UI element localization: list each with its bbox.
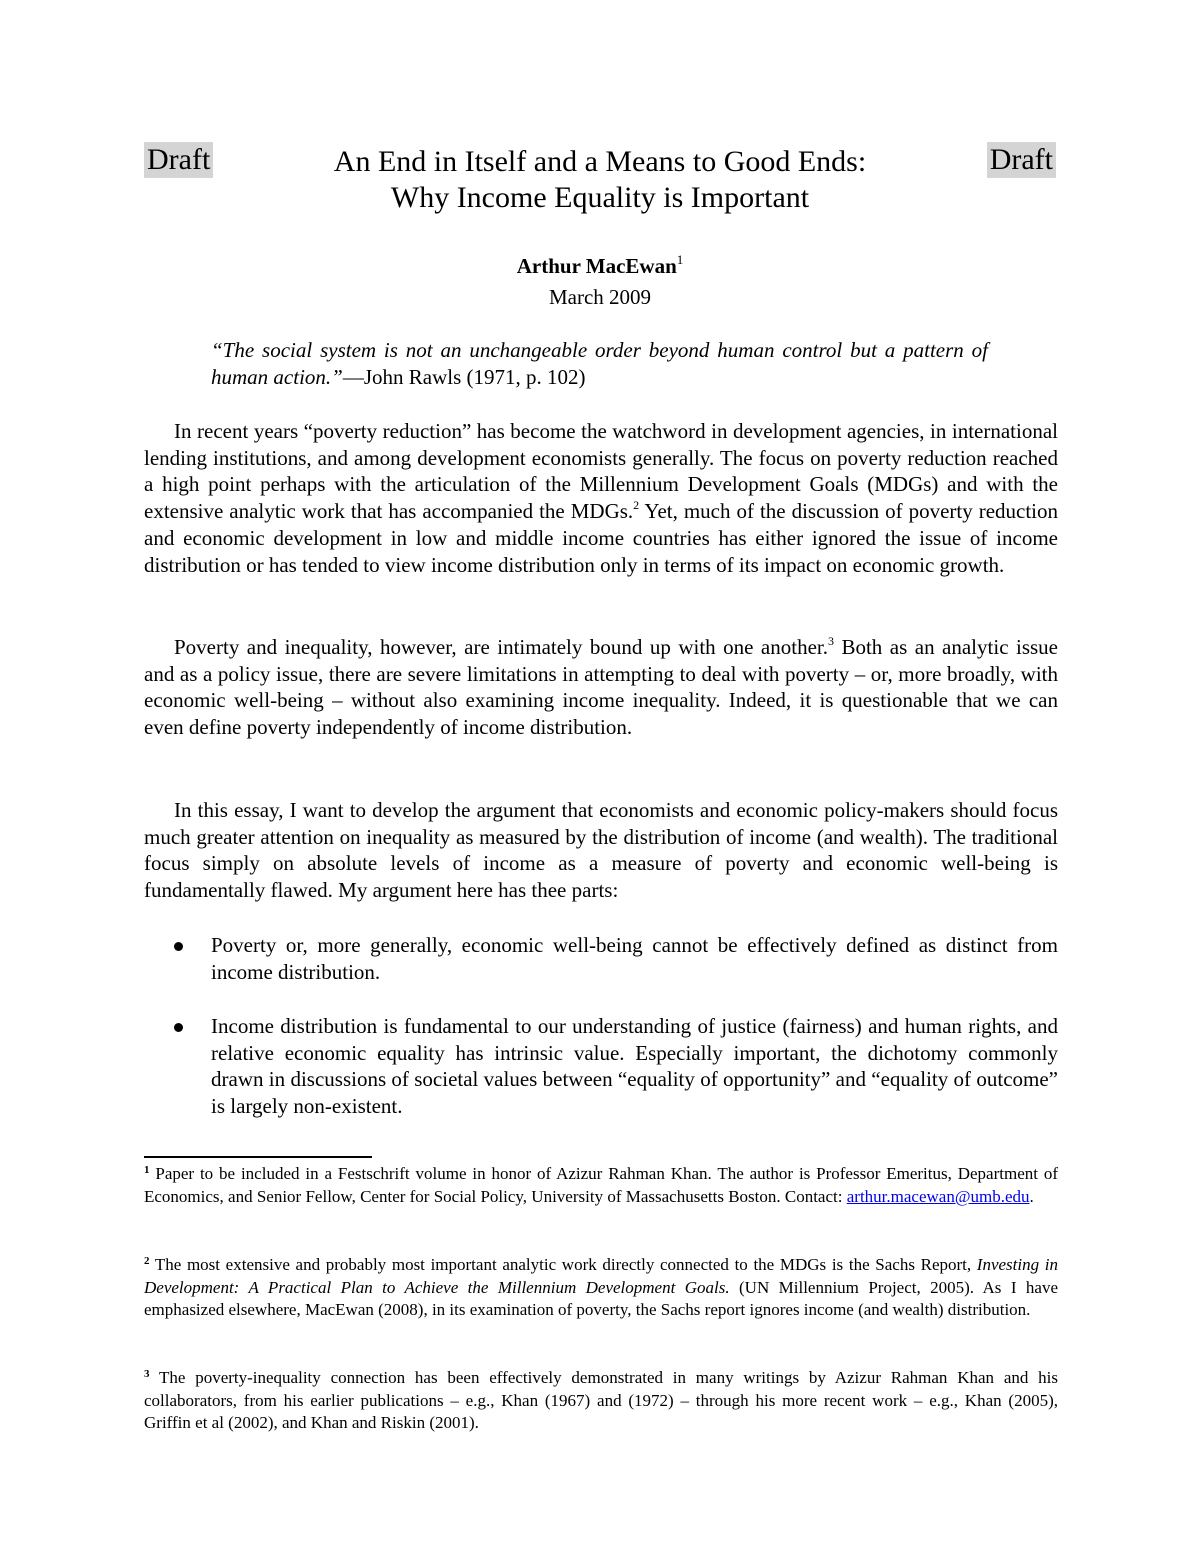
footnote-2-book-title: Investing in Development: A Practical Plan to Achieve the Millennium Development Goals. [144, 1255, 1058, 1297]
epigraph [211, 337, 988, 391]
title-line-2: Why Income Equality is Important [390, 181, 810, 214]
title-block [144, 140, 1056, 214]
footnote-2-text-a: The most extensive and probably most important analytic work directly connected to the MDGs is the Sachs Report, [149, 1255, 977, 1274]
list-item-text: Poverty or, more generally, economic well-being cannot be effectively defined as distinct from income distribution. [211, 933, 1058, 984]
contact-email-link[interactable]: arthur.macewan@umb.edu [846, 1186, 1030, 1206]
paragraph-3: In this essay, I want to develop the argument that economists and economic policy-makers should focus much greater attention on inequality as measured by the distribution of income (and wealth). The traditional focus simply on absolute levels of income as a measure of poverty and economic well-being is fundamentally flawed. My argument here has thee parts: [144, 798, 1058, 903]
footnote-1-text: Paper to be included in a Festschrift volume in honor of Azizur Rahman Khan. The author is Professor Emeritus, Department of Economics, and Senior Fellow, Center for Social Policy, University of Massachusetts Boston. Contact: [144, 1164, 1058, 1206]
author-name: Arthur MacEwan [516, 254, 677, 278]
footnote-1 [144, 1163, 1058, 1208]
publication-date: March 2009 [548, 285, 652, 309]
epigraph-quote: “The social system is not an unchangeable order beyond human control but a pattern of human action.” [211, 338, 988, 389]
footnote-3 [144, 1367, 1058, 1435]
list-item-text: Income distribution is fundamental to our understanding of justice (fairness) and human rights, and relative economic equality has intrinsic value. Especially important, the dichotomy commonly drawn in discussions of societal values between “equality of opportunity” and “equality of outcome” is largely non-existent. [211, 1014, 1058, 1119]
footnote-2 [144, 1254, 1058, 1322]
footnote-separator [144, 1156, 372, 1158]
paragraph-2-part-a: Poverty and inequality, however, are intimately bound up with one another. [174, 635, 828, 659]
footnote-ref-3[interactable]: 3 [827, 634, 834, 648]
footnote-1-mark: 1 [144, 1164, 150, 1176]
bullet-icon [174, 942, 183, 951]
epigraph-attribution: —John Rawls (1971, p. 102) [342, 365, 586, 389]
paragraph-1-part-b: Yet, much of the discussion of poverty reduction and economic development in low and middle income countries has either ignored the issue of income distribution or has tended to view income distribution only in terms of its impact on economic growth. [144, 499, 1059, 577]
bullet-icon [174, 1023, 183, 1032]
footnote-2-text-b: (UN Millennium Project, 2005). As I have emphasized elsewhere, MacEwan (2008), in its examination of poverty, the Sachs report ignores income (and wealth) distribution. [144, 1277, 1058, 1319]
author-line [0, 252, 1200, 280]
footnote-ref-2[interactable]: 2 [633, 498, 640, 513]
paragraph-2 [144, 634, 1058, 741]
paragraph-1-part-a: In recent years “poverty reduction” has become the watchword in development agencies, in international lending institutions, and among development economists generally. The focus on poverty reduction reached a high point perhaps with the articulation of the Millennium Development Goals (MDGs) and with the extensive analytic work that has accompanied the MDGs. [144, 419, 1058, 524]
author-footnote-mark[interactable]: 1 [676, 252, 684, 267]
footnote-2-mark: 2 [144, 1255, 150, 1267]
draft-label-left: Draft [144, 142, 213, 178]
draft-label-right: Draft [987, 142, 1056, 178]
footnote-3-text: The poverty-inequality connection has been effectively demonstrated in many writings by Azizur Rahman Khan and his collaborators, from his earlier publications – e.g., Khan (1967) and (1972) – through his more recent work – e.g., Khan (2005), Griffin et al (2002), and Khan and Riskin (2001). [144, 1368, 1058, 1432]
paragraph-1 [144, 418, 1058, 578]
paragraph-2-part-b: Both as an analytic issue and as a policy issue, there are severe limitations in attempting to deal with poverty – or, more broadly, with economic well-being – without also examining income inequality. Indeed, it is questionable that we can even define poverty independently of income distribution. [144, 635, 1058, 740]
title-line-1: An End in Itself and a Means to Good Ends: [333, 145, 867, 178]
footnote-1-end: . [1029, 1186, 1034, 1206]
footnote-3-mark: 3 [144, 1368, 150, 1380]
